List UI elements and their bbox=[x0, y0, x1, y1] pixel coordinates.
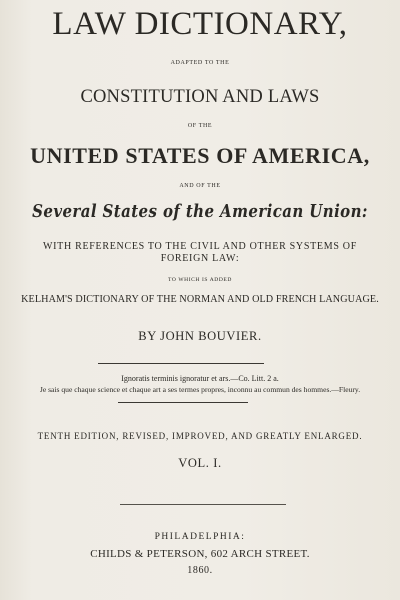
volume-line: VOL. I. bbox=[178, 456, 222, 470]
author-line: BY JOHN BOUVIER. bbox=[138, 329, 262, 343]
edition-line: TENTH EDITION, REVISED, IMPROVED, AND GREATLY ENLARGED. bbox=[37, 431, 363, 441]
references-line: WITH REFERENCES TO THE CIVIL AND OTHER SYSTEMS OF FOREIGN LAW: bbox=[43, 241, 357, 264]
of-the-line: OF THE bbox=[187, 123, 213, 129]
to-which-line: TO WHICH IS ADDED bbox=[168, 277, 232, 283]
divider-rule bbox=[98, 363, 264, 364]
country-line: UNITED STATES OF AMERICA, bbox=[30, 143, 370, 168]
constitution-line: CONSTITUTION AND LAWS bbox=[80, 87, 320, 107]
divider-rule bbox=[118, 402, 248, 403]
and-of-the-line: AND OF THE bbox=[179, 183, 221, 189]
latin-quote: Ignoratis terminis ignoratur et ars.—Co. Litt. 2 a. bbox=[121, 374, 279, 383]
city-line: PHILADELPHIA: bbox=[154, 532, 246, 542]
year-line: 1860. bbox=[187, 565, 213, 576]
publisher-line: CHILDS & PETERSON, 602 ARCH STREET. bbox=[90, 548, 310, 560]
states-line: Several States of the American Union: bbox=[32, 200, 368, 222]
adapted-line: ADAPTED TO THE bbox=[170, 60, 230, 66]
book-title: LAW DICTIONARY, bbox=[52, 6, 348, 42]
kelham-line: KELHAM'S DICTIONARY OF THE NORMAN AND OLD FRENCH LANGUAGE. bbox=[21, 293, 379, 305]
divider-rule bbox=[120, 504, 286, 505]
french-quote: Je sais que chaque science et chaque art a ses termes propres, inconnu au commun des hommes.—Fleury. bbox=[39, 385, 361, 394]
